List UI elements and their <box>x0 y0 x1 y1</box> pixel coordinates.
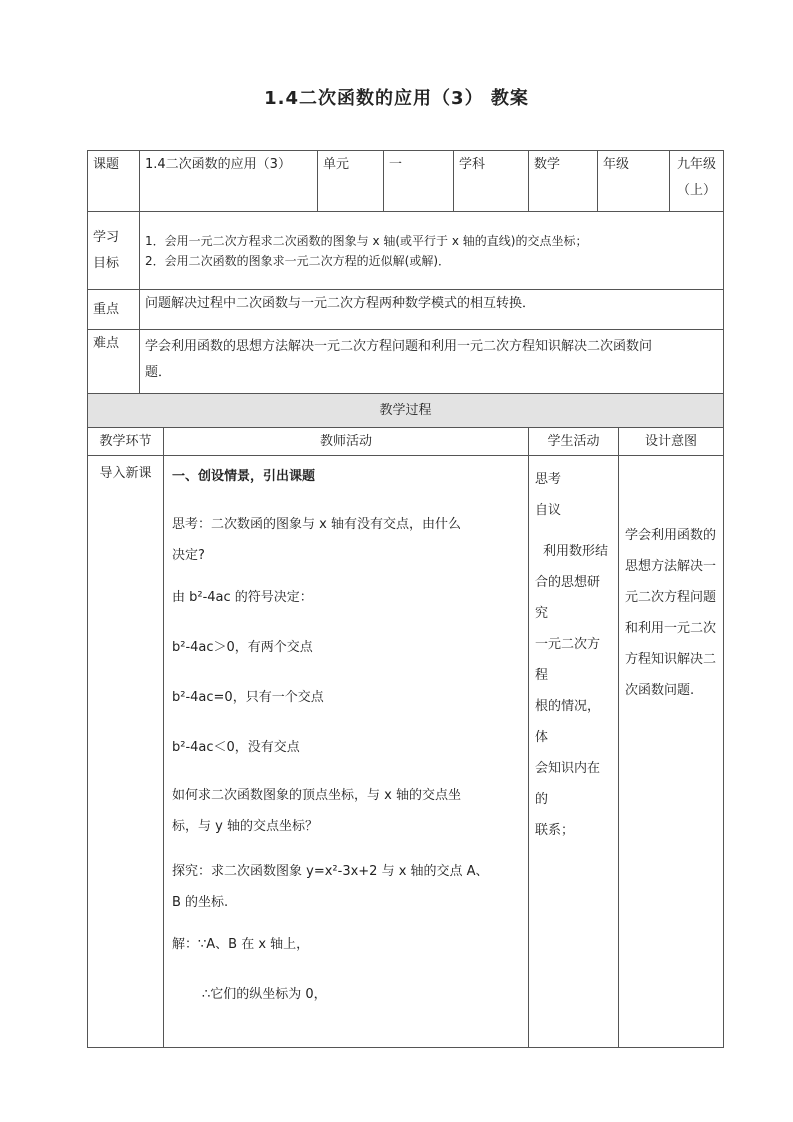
teacher-solution-2: ∴它们的纵坐标为 0， <box>202 987 327 1002</box>
subject-label: 学科 <box>454 151 529 212</box>
teacher-q1-line-a: 思考：二次数函的图象与 x 轴有没有交点，由什么 <box>172 517 461 532</box>
teacher-case-1: b²-4ac＞0，有两个交点 <box>172 640 313 655</box>
difficulty-row <box>88 330 724 394</box>
col-teacher-header: 教师活动 <box>164 428 529 456</box>
lesson-plan-table <box>87 150 724 1048</box>
objectives-row <box>88 212 724 290</box>
intent-line-6: 次函数问题. <box>625 683 695 698</box>
lesson-label: 课题 <box>88 151 140 212</box>
difficulty-label: 难点 <box>88 330 140 394</box>
intent-line-3: 元二次方程问题 <box>625 590 717 605</box>
teacher-decide: 由 b²-4ac 的符号决定： <box>172 590 313 605</box>
objectives-content <box>140 212 724 290</box>
grade-value <box>670 151 724 212</box>
difficulty-line-2: 题． <box>145 365 172 380</box>
col-stage-header: 教学环节 <box>88 428 164 456</box>
teacher-q2-line-b: 标，与 y 轴的交点坐标？ <box>172 819 318 834</box>
student-line-4: 合的思想研究 <box>535 575 601 621</box>
objectives-label-1: 学习 <box>93 229 120 245</box>
student-activity-cell <box>529 456 619 1048</box>
intent-line-2: 思想方法解决一 <box>625 559 717 574</box>
teacher-case-3: b²-4ac＜0，没有交点 <box>172 740 300 755</box>
process-header-row <box>88 428 724 456</box>
objective-item-2: 2．会用二次函数的图象求一元二次方程的近似解(或解)． <box>145 253 451 268</box>
teacher-explore-line-a: 探究：求二次函数图象 y=x²-3x+2 与 x 轴的交点 A、 <box>172 864 489 879</box>
teacher-solution-1: 解：∵A、B 在 x 轴上， <box>172 937 310 952</box>
intent-line-1: 学会利用函数的 <box>625 528 717 543</box>
teacher-explore <box>172 856 520 918</box>
grade-label: 年级 <box>598 151 670 212</box>
student-line-6: 根的情况，体 <box>535 699 601 745</box>
teacher-heading: 一、创设情景，引出课题 <box>172 469 316 484</box>
difficulty-line-1: 学会利用函数的思想方法解决一元二次方程问题和利用一元二次方程知识解决二次函数问 <box>145 339 653 354</box>
teacher-q1-line-b: 决定? <box>172 548 205 563</box>
objective-item-1: 1．会用一元二次方程求二次函数的图象与 x 轴(或平行于 x 轴的直线)的交点坐标； <box>145 233 588 248</box>
teacher-question-1 <box>172 509 520 571</box>
page-title: 1.4二次函数的应用（3） 教案 <box>264 88 529 109</box>
intent-line-5: 方程知识解决二 <box>625 652 717 667</box>
student-line-5: 一元二次方程 <box>535 637 601 683</box>
student-line-3: 利用数形结 <box>543 544 609 559</box>
unit-label: 单元 <box>318 151 384 212</box>
key-point-text: 问题解决过程中二次函数与一元二次方程两种数学模式的相互转换． <box>140 290 724 330</box>
design-intent-cell <box>619 456 724 1048</box>
teacher-question-2 <box>172 780 520 842</box>
lesson-value: 1.4二次函数的应用（3） <box>140 151 318 212</box>
grade-value-line-1: 九年级 <box>676 157 716 172</box>
process-content-row <box>88 456 724 1048</box>
objectives-label <box>88 212 140 290</box>
student-line-2: 自议 <box>535 503 562 518</box>
teacher-activity-cell <box>164 456 529 1048</box>
process-band-row <box>88 394 724 428</box>
key-point-row <box>88 290 724 330</box>
col-student-header: 学生活动 <box>529 428 619 456</box>
objectives-label-2: 目标 <box>93 255 120 271</box>
process-band: 教学过程 <box>88 394 724 428</box>
student-line-8: 联系； <box>535 823 575 838</box>
subject-value: 数学 <box>529 151 598 212</box>
stage-cell: 导入新课 <box>88 456 164 1048</box>
student-line-1: 思考 <box>535 472 562 487</box>
teacher-explore-line-b: B 的坐标. <box>172 895 229 910</box>
grade-value-line-2: （上） <box>676 183 716 198</box>
teacher-case-2: b²-4ac=0，只有一个交点 <box>172 690 324 705</box>
unit-value: 一 <box>384 151 454 212</box>
student-line-7: 会知识内在的 <box>535 761 601 807</box>
intent-line-4: 和利用一元二次 <box>625 621 717 636</box>
teacher-q2-line-a: 如何求二次函数图象的顶点坐标，与 x 轴的交点坐 <box>172 788 461 803</box>
difficulty-content <box>140 330 724 394</box>
key-point-label: 重点 <box>88 290 140 330</box>
col-intent-header: 设计意图 <box>619 428 724 456</box>
header-row <box>88 151 724 212</box>
